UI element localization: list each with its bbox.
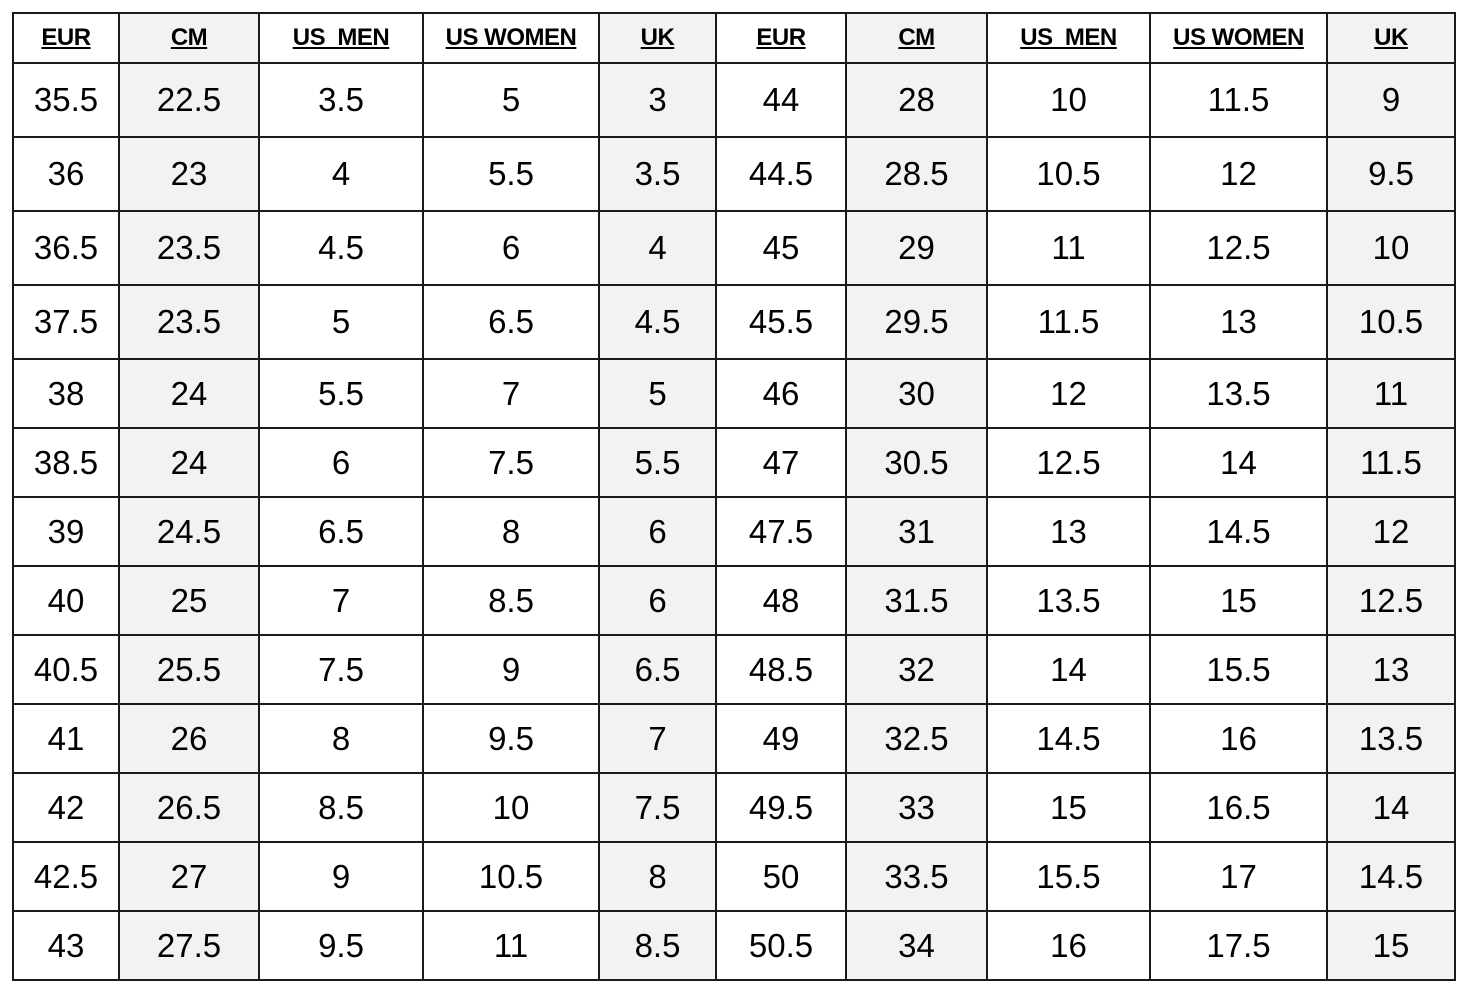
cell-us-women: 15 bbox=[1150, 566, 1327, 635]
cell-uk: 13.5 bbox=[1327, 704, 1455, 773]
cell-uk: 4.5 bbox=[599, 285, 716, 359]
cell-uk: 4 bbox=[599, 211, 716, 285]
cell-cm: 23.5 bbox=[119, 285, 259, 359]
cell-us-men: 3.5 bbox=[259, 63, 423, 137]
cell-cm: 33 bbox=[846, 773, 987, 842]
cell-us-women: 6 bbox=[423, 211, 599, 285]
cell-us-women: 11.5 bbox=[1150, 63, 1327, 137]
cell-cm: 24 bbox=[119, 359, 259, 428]
cell-cm: 31.5 bbox=[846, 566, 987, 635]
cell-cm: 29 bbox=[846, 211, 987, 285]
cell-us-men: 11 bbox=[987, 211, 1150, 285]
cell-eur: 47 bbox=[716, 428, 846, 497]
header-eur: EUR bbox=[13, 13, 119, 63]
cell-us-men: 13.5 bbox=[987, 566, 1150, 635]
cell-cm: 33.5 bbox=[846, 842, 987, 911]
table-row bbox=[13, 566, 1455, 635]
cell-cm: 23 bbox=[119, 137, 259, 211]
cell-us-men: 15.5 bbox=[987, 842, 1150, 911]
cell-uk: 7 bbox=[599, 704, 716, 773]
cell-uk: 6.5 bbox=[599, 635, 716, 704]
table-row bbox=[13, 497, 1455, 566]
cell-eur: 40 bbox=[13, 566, 119, 635]
cell-uk: 10.5 bbox=[1327, 285, 1455, 359]
table-row bbox=[13, 842, 1455, 911]
cell-us-women: 9.5 bbox=[423, 704, 599, 773]
cell-eur: 42.5 bbox=[13, 842, 119, 911]
cell-us-women: 5.5 bbox=[423, 137, 599, 211]
header-eur: EUR bbox=[716, 13, 846, 63]
cell-uk: 11.5 bbox=[1327, 428, 1455, 497]
header-cm: CM bbox=[119, 13, 259, 63]
cell-uk: 5.5 bbox=[599, 428, 716, 497]
header-uk: UK bbox=[1327, 13, 1455, 63]
table-row bbox=[13, 635, 1455, 704]
cell-eur: 44.5 bbox=[716, 137, 846, 211]
size-table-body bbox=[13, 63, 1455, 980]
cell-cm: 22.5 bbox=[119, 63, 259, 137]
cell-us-women: 14.5 bbox=[1150, 497, 1327, 566]
cell-us-women: 16.5 bbox=[1150, 773, 1327, 842]
cell-us-men: 13 bbox=[987, 497, 1150, 566]
cell-cm: 23.5 bbox=[119, 211, 259, 285]
cell-us-men: 10.5 bbox=[987, 137, 1150, 211]
cell-eur: 46 bbox=[716, 359, 846, 428]
cell-eur: 39 bbox=[13, 497, 119, 566]
cell-us-men: 10 bbox=[987, 63, 1150, 137]
cell-us-men: 6.5 bbox=[259, 497, 423, 566]
cell-us-men: 14 bbox=[987, 635, 1150, 704]
table-row bbox=[13, 285, 1455, 359]
cell-eur: 49.5 bbox=[716, 773, 846, 842]
cell-us-women: 10 bbox=[423, 773, 599, 842]
cell-us-men: 4.5 bbox=[259, 211, 423, 285]
header-us-women: US WOMEN bbox=[1150, 13, 1327, 63]
cell-cm: 32.5 bbox=[846, 704, 987, 773]
header-cm: CM bbox=[846, 13, 987, 63]
cell-us-women: 13.5 bbox=[1150, 359, 1327, 428]
cell-cm: 26 bbox=[119, 704, 259, 773]
cell-us-men: 8 bbox=[259, 704, 423, 773]
cell-us-women: 7 bbox=[423, 359, 599, 428]
cell-cm: 29.5 bbox=[846, 285, 987, 359]
cell-us-men: 8.5 bbox=[259, 773, 423, 842]
cell-us-women: 15.5 bbox=[1150, 635, 1327, 704]
cell-us-women: 8 bbox=[423, 497, 599, 566]
cell-uk: 6 bbox=[599, 566, 716, 635]
cell-eur: 50 bbox=[716, 842, 846, 911]
cell-us-men: 14.5 bbox=[987, 704, 1150, 773]
cell-uk: 5 bbox=[599, 359, 716, 428]
cell-cm: 24 bbox=[119, 428, 259, 497]
cell-eur: 38 bbox=[13, 359, 119, 428]
cell-us-men: 5 bbox=[259, 285, 423, 359]
cell-us-women: 12.5 bbox=[1150, 211, 1327, 285]
cell-eur: 41 bbox=[13, 704, 119, 773]
cell-us-men: 12 bbox=[987, 359, 1150, 428]
cell-cm: 31 bbox=[846, 497, 987, 566]
cell-uk: 6 bbox=[599, 497, 716, 566]
cell-uk: 3 bbox=[599, 63, 716, 137]
cell-us-men: 11.5 bbox=[987, 285, 1150, 359]
cell-cm: 25.5 bbox=[119, 635, 259, 704]
table-row bbox=[13, 704, 1455, 773]
cell-eur: 35.5 bbox=[13, 63, 119, 137]
cell-eur: 48.5 bbox=[716, 635, 846, 704]
cell-uk: 10 bbox=[1327, 211, 1455, 285]
cell-uk: 11 bbox=[1327, 359, 1455, 428]
cell-us-men: 9 bbox=[259, 842, 423, 911]
cell-cm: 25 bbox=[119, 566, 259, 635]
cell-eur: 36 bbox=[13, 137, 119, 211]
cell-cm: 32 bbox=[846, 635, 987, 704]
cell-us-men: 7.5 bbox=[259, 635, 423, 704]
table-row bbox=[13, 773, 1455, 842]
cell-us-women: 14 bbox=[1150, 428, 1327, 497]
cell-us-men: 5.5 bbox=[259, 359, 423, 428]
cell-us-women: 8.5 bbox=[423, 566, 599, 635]
table-row bbox=[13, 137, 1455, 211]
cell-us-women: 17.5 bbox=[1150, 911, 1327, 980]
cell-us-women: 9 bbox=[423, 635, 599, 704]
header-us-women: US WOMEN bbox=[423, 13, 599, 63]
cell-uk: 14.5 bbox=[1327, 842, 1455, 911]
cell-eur: 49 bbox=[716, 704, 846, 773]
cell-us-women: 6.5 bbox=[423, 285, 599, 359]
cell-uk: 14 bbox=[1327, 773, 1455, 842]
cell-cm: 26.5 bbox=[119, 773, 259, 842]
cell-uk: 12 bbox=[1327, 497, 1455, 566]
cell-us-men: 4 bbox=[259, 137, 423, 211]
cell-uk: 8.5 bbox=[599, 911, 716, 980]
cell-eur: 48 bbox=[716, 566, 846, 635]
cell-cm: 30 bbox=[846, 359, 987, 428]
table-row bbox=[13, 911, 1455, 980]
cell-eur: 36.5 bbox=[13, 211, 119, 285]
cell-us-men: 7 bbox=[259, 566, 423, 635]
cell-uk: 15 bbox=[1327, 911, 1455, 980]
cell-cm: 24.5 bbox=[119, 497, 259, 566]
cell-us-men: 12.5 bbox=[987, 428, 1150, 497]
cell-eur: 47.5 bbox=[716, 497, 846, 566]
cell-us-women: 12 bbox=[1150, 137, 1327, 211]
cell-us-women: 16 bbox=[1150, 704, 1327, 773]
cell-us-women: 10.5 bbox=[423, 842, 599, 911]
cell-cm: 28.5 bbox=[846, 137, 987, 211]
cell-eur: 37.5 bbox=[13, 285, 119, 359]
cell-eur: 50.5 bbox=[716, 911, 846, 980]
cell-us-women: 11 bbox=[423, 911, 599, 980]
cell-cm: 27 bbox=[119, 842, 259, 911]
header-uk: UK bbox=[599, 13, 716, 63]
cell-us-women: 17 bbox=[1150, 842, 1327, 911]
cell-uk: 9 bbox=[1327, 63, 1455, 137]
table-row bbox=[13, 428, 1455, 497]
cell-eur: 40.5 bbox=[13, 635, 119, 704]
cell-eur: 42 bbox=[13, 773, 119, 842]
cell-us-women: 7.5 bbox=[423, 428, 599, 497]
cell-eur: 38.5 bbox=[13, 428, 119, 497]
cell-us-men: 15 bbox=[987, 773, 1150, 842]
table-row bbox=[13, 211, 1455, 285]
cell-us-women: 13 bbox=[1150, 285, 1327, 359]
cell-us-men: 9.5 bbox=[259, 911, 423, 980]
cell-eur: 43 bbox=[13, 911, 119, 980]
cell-cm: 28 bbox=[846, 63, 987, 137]
cell-uk: 13 bbox=[1327, 635, 1455, 704]
cell-cm: 30.5 bbox=[846, 428, 987, 497]
cell-eur: 45.5 bbox=[716, 285, 846, 359]
header-us-men: US MEN bbox=[259, 13, 423, 63]
cell-uk: 7.5 bbox=[599, 773, 716, 842]
cell-uk: 12.5 bbox=[1327, 566, 1455, 635]
shoe-size-chart bbox=[12, 12, 1456, 981]
cell-cm: 27.5 bbox=[119, 911, 259, 980]
cell-us-women: 5 bbox=[423, 63, 599, 137]
cell-us-men: 6 bbox=[259, 428, 423, 497]
table-row bbox=[13, 63, 1455, 137]
cell-eur: 44 bbox=[716, 63, 846, 137]
cell-uk: 8 bbox=[599, 842, 716, 911]
header-row bbox=[13, 13, 1455, 63]
cell-uk: 3.5 bbox=[599, 137, 716, 211]
table-row bbox=[13, 359, 1455, 428]
header-us-men: US MEN bbox=[987, 13, 1150, 63]
cell-eur: 45 bbox=[716, 211, 846, 285]
cell-us-men: 16 bbox=[987, 911, 1150, 980]
cell-cm: 34 bbox=[846, 911, 987, 980]
cell-uk: 9.5 bbox=[1327, 137, 1455, 211]
